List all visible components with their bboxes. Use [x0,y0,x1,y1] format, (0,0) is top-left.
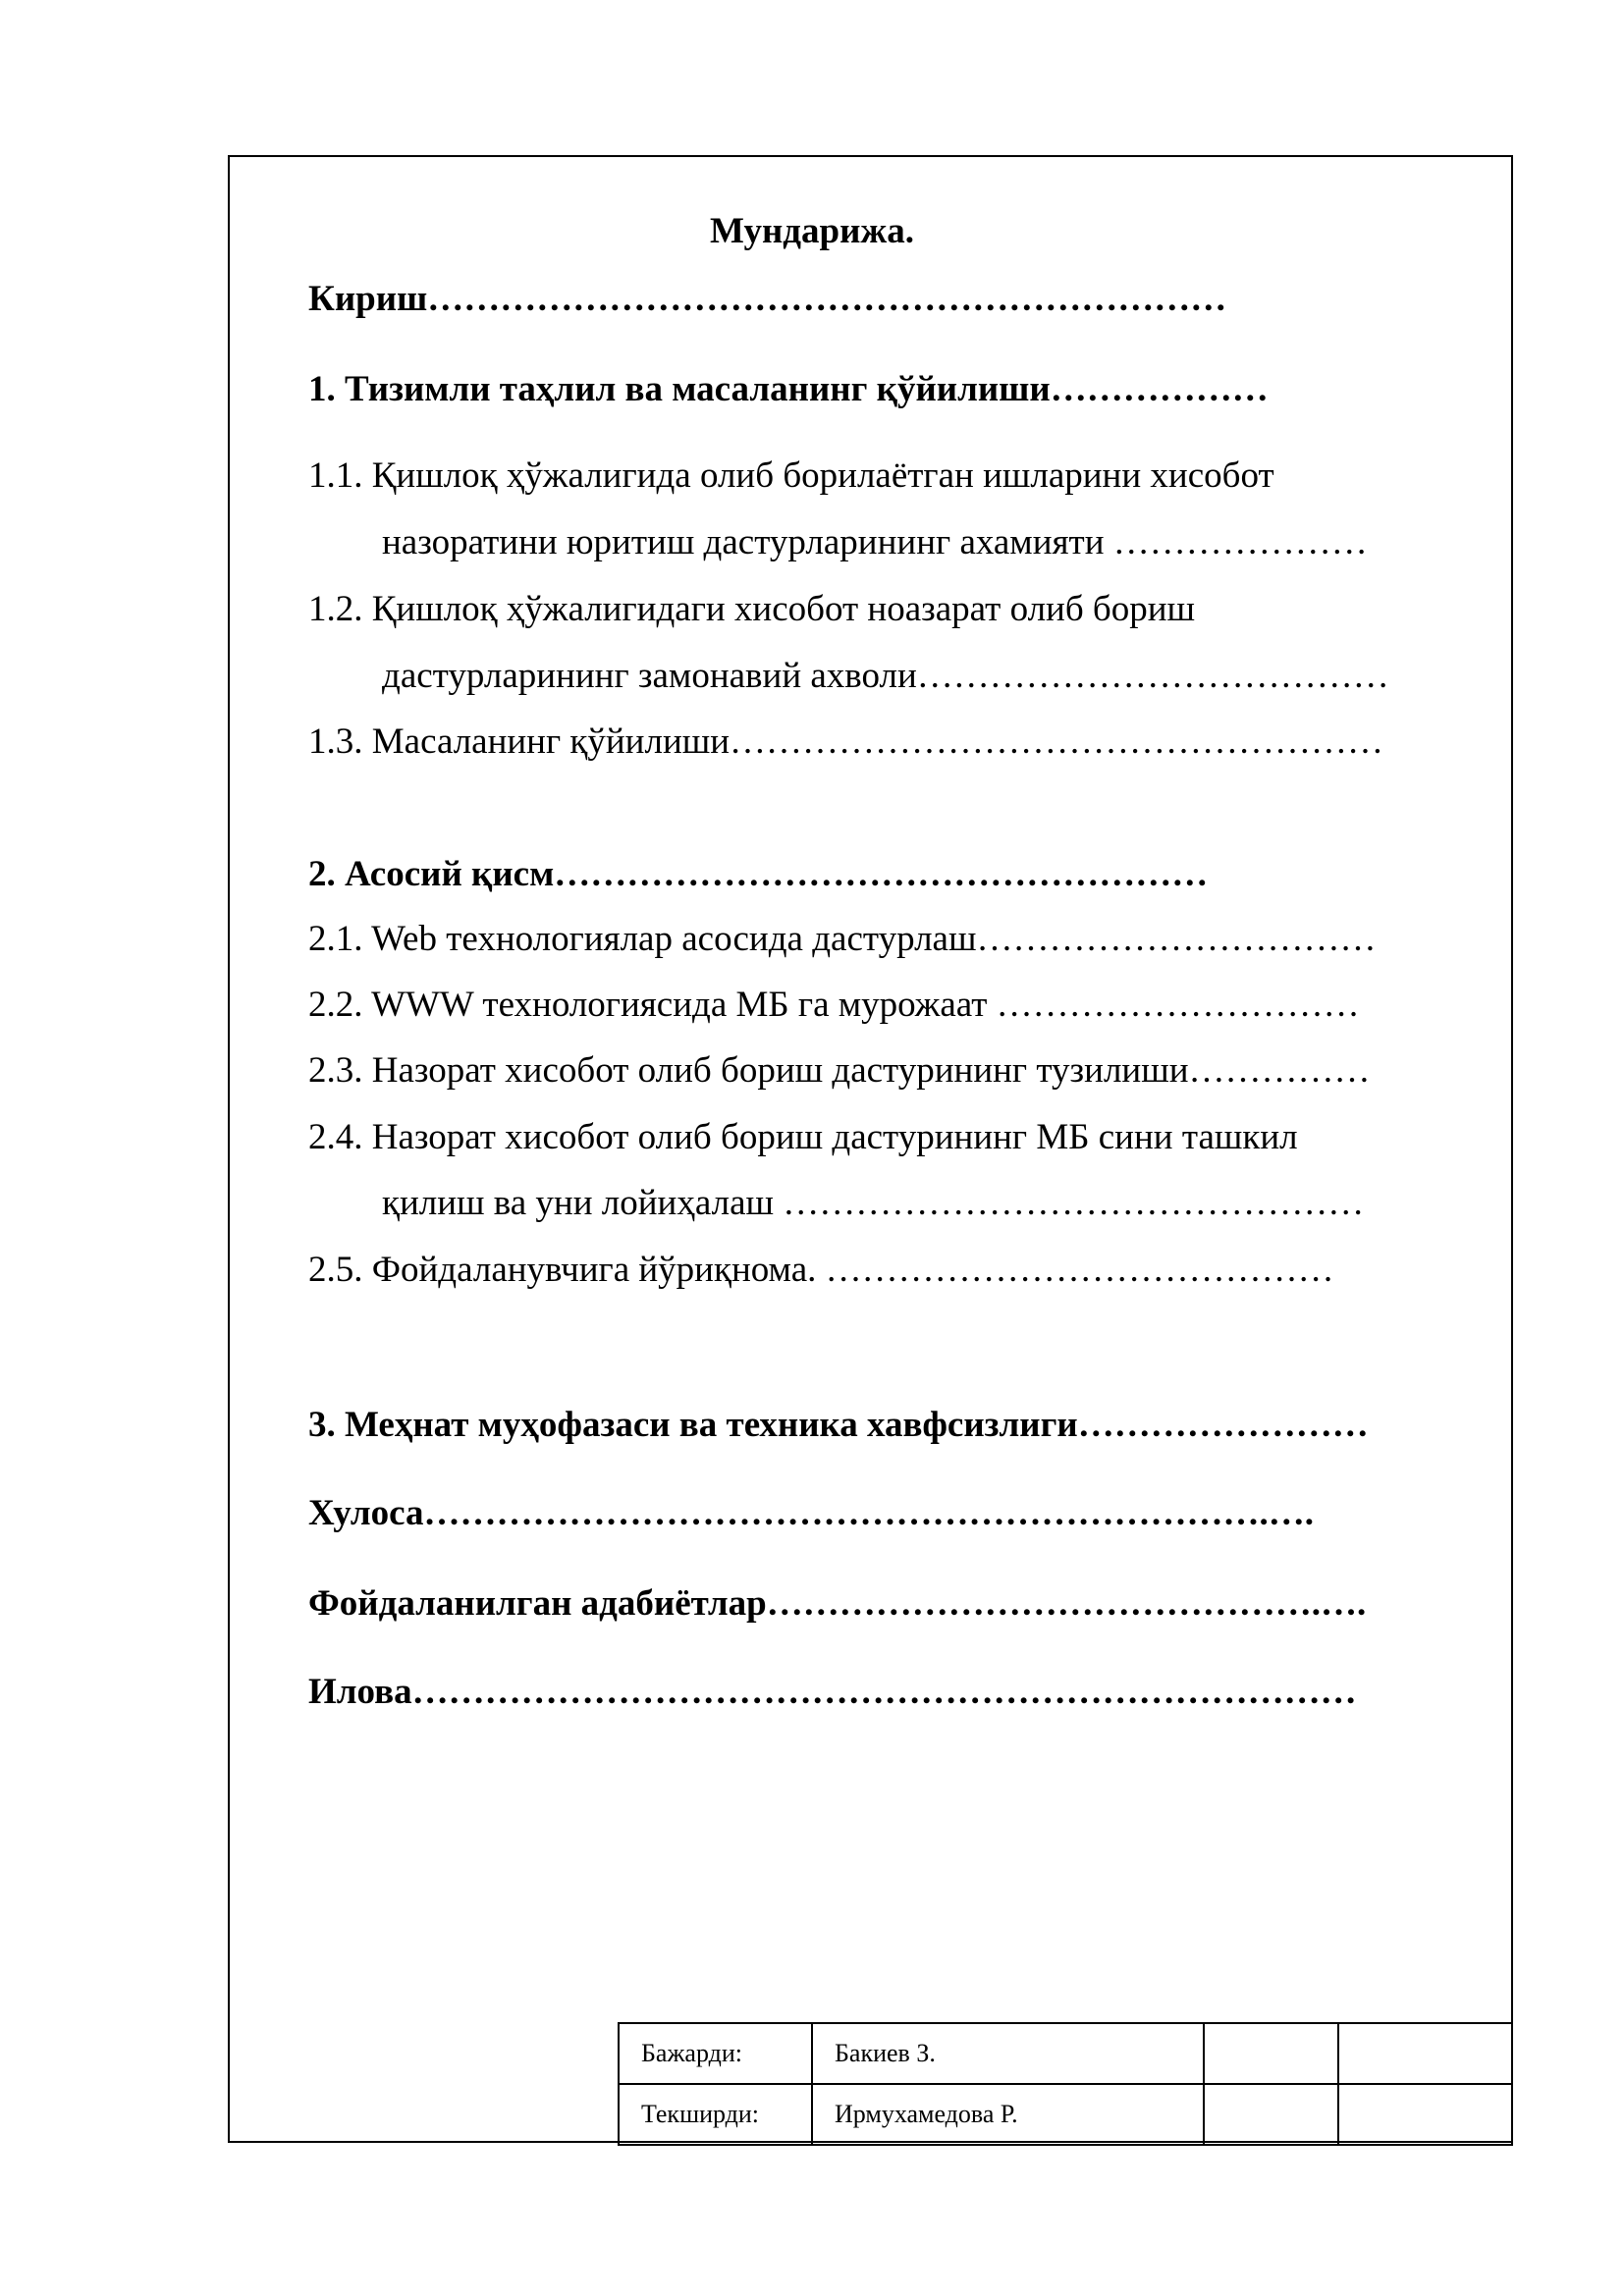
toc-entry-conclusion: Хулоса…………………………………………………………….…. [308,1493,1315,1533]
toc-entry-2: 2. Асосий қисм……………………………………………… [308,854,1209,894]
toc-entry-2-1: 2.1. Web технологиялар асосида дастурлаш…………………………… [308,919,1377,959]
toc-entry-2-4-cont: қилиш ва уни лойиҳалаш ………………………………………… [382,1183,1365,1223]
checked-by-name: Ирмухамедова Р. [812,2084,1204,2145]
toc-entry-appendix: Илова…………………………………………………………………… [308,1672,1357,1712]
title-block [618,2022,1513,2146]
checked-by-label: Текширди: [619,2084,812,2145]
toc-title: Мундарижа. [710,211,914,251]
toc-entry-3: 3. Меҳнат муҳофазаси ва техника хавфсизлиги…………………… [308,1405,1369,1445]
toc-entry-1: 1. Тизимли таҳлил ва масаланинг қўйилиши……………… [308,369,1269,409]
toc-entry-1-2: 1.2. Қишлоқ ҳўжалигидаги хисобот ноазарат олиб бориш [308,589,1196,629]
toc-entry-1-2-cont: дастурларининг замонавий ахволи………………………………… [382,656,1389,696]
title-block-row [619,2084,1512,2145]
title-block-empty-cell [1204,2023,1338,2084]
toc-entry-references: Фойдаланилган адабиётлар……………………………………….…. [308,1583,1367,1624]
title-block-row [619,2023,1512,2084]
toc-entry-2-2: 2.2. WWW технологиясида МБ га мурожаат ………………………… [308,985,1360,1025]
toc-entry-1-1-cont: назоратини юритиш дастурларининг ахамияти ………………… [382,522,1368,562]
title-block-empty-cell [1204,2084,1338,2145]
title-block-empty-cell [1338,2023,1512,2084]
performed-by-name: Бакиев З. [812,2023,1204,2084]
toc-entry-2-3: 2.3. Назорат хисобот олиб бориш дастурининг тузилиши…………… [308,1050,1371,1091]
title-block-empty-cell [1338,2084,1512,2145]
toc-entry-2-5: 2.5. Фойдаланувчига йўриқнома. …………………………………… [308,1250,1334,1290]
toc-entry-1-1: 1.1. Қишлоқ ҳўжалигида олиб борилаётган ишларини хисобот [308,455,1274,496]
toc-entry-1-3: 1.3. Масаланинг қўйилиши……………………………………………… [308,721,1384,762]
toc-entry-intro: Кириш………………………………………………………… [308,279,1227,319]
toc-entry-2-4: 2.4. Назорат хисобот олиб бориш дастурининг МБ сини ташкил [308,1117,1298,1157]
performed-by-label: Бажарди: [619,2023,812,2084]
